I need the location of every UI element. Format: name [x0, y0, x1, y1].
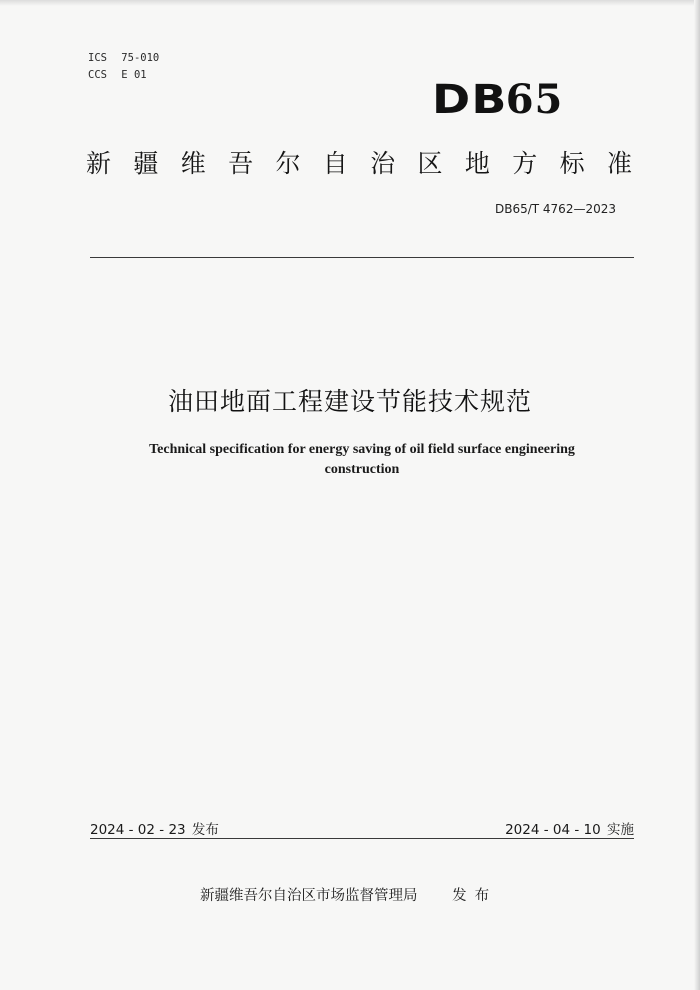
issue-date — [90, 818, 219, 838]
name-char: 区 — [417, 149, 443, 178]
name-char: 方 — [512, 149, 538, 178]
standard-number: DB65/T 4762—2023 — [494, 202, 616, 216]
db65-logo — [432, 76, 563, 124]
logo-prefix: DB — [432, 77, 508, 123]
name-char: 自 — [322, 149, 348, 178]
issue-date-value: 2024 - 02 - 23 — [90, 822, 186, 838]
ics-code-row — [88, 50, 159, 67]
name-char: 标 — [559, 149, 585, 178]
standard-category-name — [86, 146, 632, 182]
name-char: 新 — [86, 149, 112, 178]
issuer-action: 发布 — [452, 888, 498, 904]
name-char: 维 — [180, 149, 206, 178]
ics-code: 75-010 — [121, 52, 160, 64]
name-char: 吾 — [228, 149, 254, 178]
ics-label: ICS — [88, 52, 107, 64]
logo-number: 65 — [505, 76, 564, 123]
name-char: 疆 — [133, 149, 159, 178]
effective-date-value: 2024 - 04 - 10 — [505, 822, 601, 838]
issuing-authority — [200, 884, 497, 905]
effective-date — [505, 818, 634, 838]
issue-date-label: 发布 — [191, 822, 219, 838]
name-char: 准 — [606, 149, 632, 178]
name-char: 尔 — [275, 149, 301, 178]
name-char: 治 — [370, 149, 396, 178]
footer-divider — [90, 838, 634, 839]
issuer-organization: 新疆维吾尔自治区市场监督管理局 — [200, 888, 418, 904]
ccs-label: CCS — [88, 69, 107, 81]
name-char: 地 — [464, 149, 490, 178]
scan-edge-right — [694, 0, 700, 990]
title-english-line: Technical specification for energy saving of oil field surface engineering — [149, 442, 575, 457]
ccs-code-row — [88, 67, 159, 84]
title-english-line: construction — [324, 462, 400, 477]
header-divider — [90, 257, 634, 258]
document-title-chinese: 油田地面工程建设节能技术规范 — [167, 387, 532, 416]
document-title-english — [110, 440, 614, 480]
ccs-code: E 01 — [121, 69, 147, 81]
effective-date-label: 实施 — [607, 822, 634, 838]
scan-edge-top — [0, 0, 700, 6]
classification-codes — [88, 50, 159, 84]
